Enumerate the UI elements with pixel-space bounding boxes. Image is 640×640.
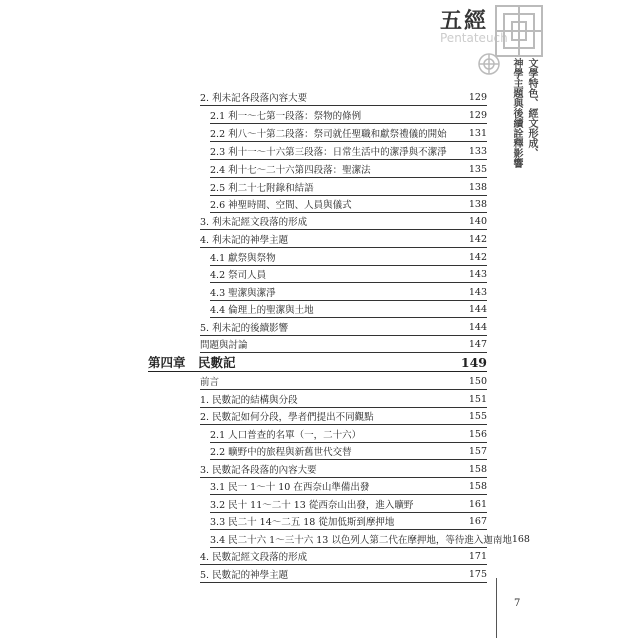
toc-entry[interactable]: 2.2 利八～十第二段落：祭司就任聖職和獻祭禮儀的開始 131 xyxy=(210,125,487,142)
toc-entry[interactable]: 3.1 民一 1～十 10 在西奈山準備出發 158 xyxy=(210,478,487,495)
toc-entry[interactable]: 4. 民數記經文段落的形成 171 xyxy=(200,548,487,565)
toc-entry[interactable]: 4.2 祭司人員 143 xyxy=(210,266,487,283)
toc-entry[interactable]: 5. 利未記的後續影響 144 xyxy=(200,319,487,336)
toc-entry[interactable]: 3.3 民二十 14～二五 18 從加低斯到摩押地 167 xyxy=(210,513,487,530)
toc-entry[interactable]: 4. 利未記的神學主題 142 xyxy=(200,231,487,248)
toc-entry[interactable]: 問題與討論 147 xyxy=(200,336,487,353)
book-title: 五經 xyxy=(440,8,489,34)
toc-entry[interactable]: 3.4 民二十六 1～三十六 13 以色列人第二代在摩押地，等待進入迦南地 168 xyxy=(210,531,487,548)
toc-entry[interactable]: 4.1 獻祭與祭物 142 xyxy=(210,249,487,266)
toc-entry[interactable]: 2.6 神聖時間、空間、人員與儀式 138 xyxy=(210,196,487,213)
toc-entry[interactable]: 2.4 利十七～二十六第四段落：聖潔法 135 xyxy=(210,161,487,178)
toc-entry[interactable]: 3. 民數記各段落的內容大要 158 xyxy=(200,461,487,478)
toc-entry[interactable]: 3.2 民十 11～二十 13 從西奈山出發，進入曠野 161 xyxy=(210,496,487,513)
toc-entry[interactable]: 5. 民數記的神學主題 175 xyxy=(200,566,487,583)
toc-entry[interactable]: 4.3 聖潔與潔淨 143 xyxy=(210,284,487,301)
toc-entry[interactable]: 1. 民數記的結構與分段 151 xyxy=(200,391,487,408)
toc-entry[interactable]: 2.3 利十一～十六第三段落：日常生活中的潔淨與不潔淨 133 xyxy=(210,143,487,160)
footer-divider xyxy=(496,578,497,638)
vertical-line-1: 文學特色、經文形成、 xyxy=(526,58,537,158)
toc-entry[interactable]: 2. 民數記如何分段，學者們提出不同觀點 155 xyxy=(200,408,487,425)
vertical-line-2: 神學主題與後續詮釋影響 xyxy=(511,58,522,168)
toc-entry[interactable]: 2. 利未記各段落內容大要 129 xyxy=(200,89,487,106)
toc-entry[interactable]: 2.2 曠野中的旅程與新舊世代交替 157 xyxy=(210,443,487,460)
book-subtitle: Pentateuch xyxy=(440,31,508,45)
toc-entry[interactable]: 2.1 利一～七第一段落：祭物的條例 129 xyxy=(210,107,487,124)
page-number: 7 xyxy=(514,598,521,609)
toc-chapter-heading[interactable]: 第四章 民數記 149 xyxy=(148,354,487,370)
toc-entry[interactable]: 2.1 人口普查的名單（一，二十六） 156 xyxy=(210,426,487,443)
toc-entry[interactable]: 2.5 利二十七附錄和結語 138 xyxy=(210,179,487,196)
toc-entry[interactable]: 4.4 倫理上的聖潔與土地 144 xyxy=(210,301,487,318)
toc-entry[interactable]: 3. 利未記經文段落的形成 140 xyxy=(200,213,487,230)
toc-entry[interactable]: 前言 150 xyxy=(200,373,487,390)
